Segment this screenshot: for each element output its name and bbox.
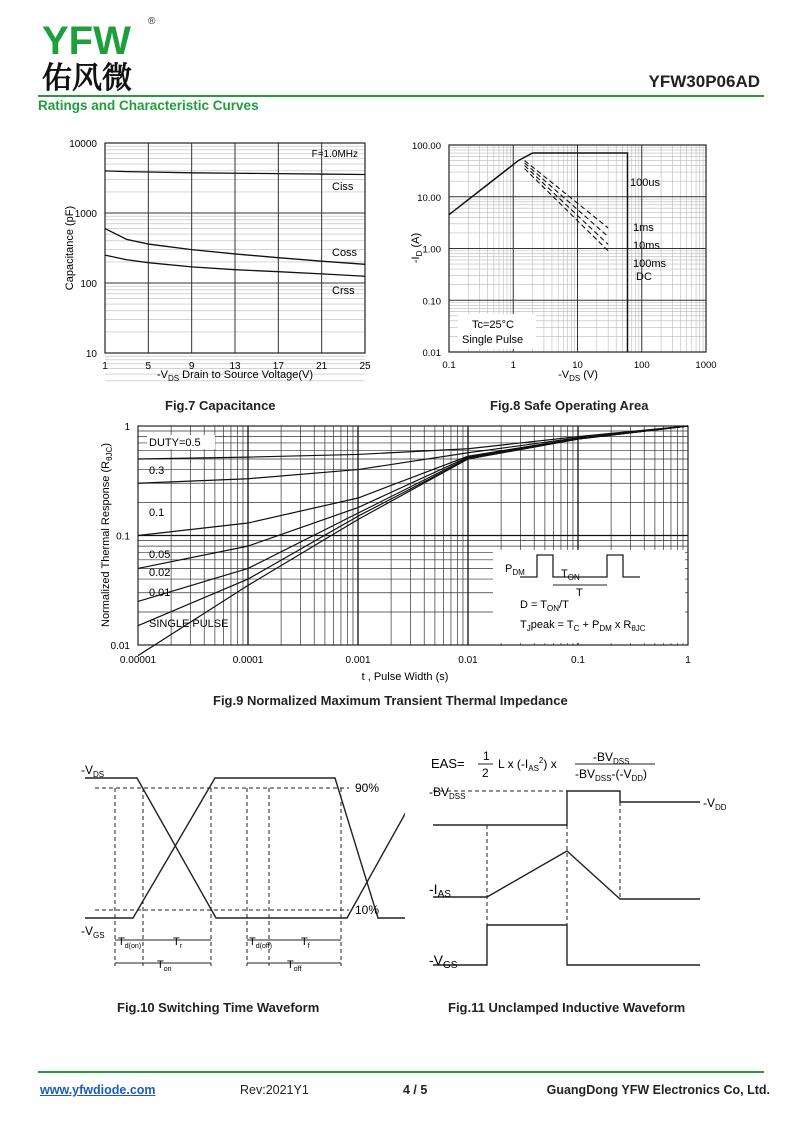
fig10-tdoff-label: $T_{d(off)}$ xyxy=(249,936,272,950)
fig7-grid xyxy=(105,143,365,384)
part-number: YFW30P06AD xyxy=(648,72,760,91)
fig11-eas-label: EAS= xyxy=(431,756,465,771)
fig7-x-tick-label: 5 xyxy=(145,361,152,372)
fig10-reference-lines xyxy=(95,788,349,966)
fig9-x-tick-label: 0.001 xyxy=(345,655,371,666)
fig11-ratio-numerator: $-BV_{DSS}$ xyxy=(593,750,630,766)
fig10-waveforms xyxy=(85,778,405,918)
fig8-x-tick-label: 10 xyxy=(572,360,583,371)
fig11-ratio-denominator: $-BV_{DSS}-(-V_{DD})$ xyxy=(575,767,648,783)
fig11-vds-trace xyxy=(433,791,700,825)
fig9-y-tick-label: 0.01 xyxy=(110,641,130,652)
fig8-x-tick-label: 0.1 xyxy=(442,360,456,371)
fig9-label-duty-0.05: 0.05 xyxy=(149,549,171,561)
fig9-inset-pdm-label: $P_{DM}$ xyxy=(505,563,525,577)
fig8-note-single-pulse: Single Pulse xyxy=(462,334,524,346)
fig10-tdon-label: $T_{d(on)}$ xyxy=(118,936,142,950)
fig8-y-tick-label: 0.01 xyxy=(422,348,441,359)
logo-brand-text: YFW xyxy=(42,19,131,63)
fig8-label-100ms: 100ms xyxy=(633,258,667,270)
fig9-duty-cycle-inset xyxy=(493,550,685,643)
fig7-capacitance-chart xyxy=(55,132,385,384)
fig7-x-tick-label: 21 xyxy=(316,361,328,372)
fig9-x-tick-label: 0.0001 xyxy=(232,655,264,666)
fig7-y-axis-label: Capacitance (pF) xyxy=(64,205,76,291)
fig11-frac-num: 1 xyxy=(483,749,490,763)
fig7-label-ciss: Ciss xyxy=(332,181,354,193)
fig7-x-tick-label: 1 xyxy=(102,361,108,372)
revision: Rev:2021Y1 xyxy=(240,1083,309,1097)
fig10-90pct-label: 90% xyxy=(355,781,380,795)
section-title: Ratings and Characteristic Curves xyxy=(38,98,259,113)
footer-divider xyxy=(38,1071,764,1073)
fig10-switching-waveform xyxy=(75,750,405,990)
fig7-y-tick-label: 1000 xyxy=(74,209,97,220)
fig10-tr-label: $T_r$ xyxy=(173,936,183,950)
fig8-soa-chart xyxy=(400,132,730,384)
fig9-label-duty-0.5: DUTY=0.5 xyxy=(149,437,201,449)
fig8-x-tick-label: 100 xyxy=(633,360,650,371)
fig9-inset-t-label: T xyxy=(576,587,583,599)
fig11-reference-lines xyxy=(433,791,620,965)
header-divider xyxy=(38,95,764,97)
fig9-x-ticks xyxy=(120,655,691,666)
fig8-x-tick-label: 1000 xyxy=(695,360,717,371)
fig8-label-dc: DC xyxy=(636,271,652,283)
fig8-y-tick-label: 1.00 xyxy=(422,244,441,256)
fig11-eas-formula xyxy=(431,749,655,783)
fig9-inset-tj-formula: $T_Jpeak = T_C + P_{DM}$ x $R_{\theta JC}$ xyxy=(520,619,646,633)
fig8-curve-10ms xyxy=(525,163,609,237)
fig9-x-tick-label: 1 xyxy=(685,655,691,666)
fig11-bvdss-label: $-BV_{DSS}$ xyxy=(429,785,466,801)
fig7-x-axis-label: $-V_{DS}$ Drain to Source Voltage(V) xyxy=(156,369,314,383)
fig7-y-tick-label: 10000 xyxy=(69,139,97,150)
fig11-uis-waveform xyxy=(425,740,765,990)
fig9-x-tick-label: 0.1 xyxy=(571,655,585,666)
fig9-label-duty-0.3: 0.3 xyxy=(149,465,165,477)
fig9-caption: Fig.9 Normalized Maximum Transient Thermal Impedance xyxy=(213,693,568,708)
fig10-vgs-label: $-V_{GS}$ xyxy=(81,924,105,940)
fig8-y-tick-label: 0.10 xyxy=(422,296,441,308)
fig9-label-duty-0.01: 0.01 xyxy=(149,587,171,599)
fig10-caption: Fig.10 Switching Time Waveform xyxy=(117,1000,320,1015)
fig9-inset-duty-formula: $D = T_{ON}/T$ xyxy=(520,599,569,613)
fig7-y-tick-label: 10 xyxy=(85,349,97,360)
fig8-x-axis-label: $-V_{DS}$ (V) xyxy=(558,369,598,383)
fig7-x-tick-label: 9 xyxy=(188,361,195,372)
fig11-formula-mid: L x $(-I_{AS}^2)$ x xyxy=(498,756,557,773)
fig7-frequency-note: F=1.0MHz xyxy=(311,149,358,160)
fig11-ias-label: $-I_{AS}$ xyxy=(429,881,451,900)
fig8-y-tick-label: 10.00 xyxy=(417,192,441,204)
fig11-vgs-label: $-V_{GS}$ xyxy=(429,952,458,971)
fig7-label-crss: Crss xyxy=(332,285,355,297)
fig8-y-tick-label: 100.00 xyxy=(411,141,441,152)
fig11-frac-den: 2 xyxy=(482,766,489,780)
fig10-ton-label: $T_{on}$ xyxy=(157,959,172,973)
fig11-caption: Fig.11 Unclamped Inductive Waveform xyxy=(448,1000,686,1015)
page-number: 4 / 5 xyxy=(403,1083,428,1097)
fig9-inset-ton-label: $T_{ON}$ xyxy=(561,568,580,582)
fig8-label-1ms: 1ms xyxy=(633,222,654,234)
fig9-curve-0.05 xyxy=(138,426,688,568)
fig9-label-single-pulse: SINGLE PULSE xyxy=(149,618,229,630)
fig9-x-tick-label: 0.01 xyxy=(458,655,478,666)
company-name: GuangDong YFW Electronics Co, Ltd. xyxy=(546,1083,770,1097)
fig7-caption: Fig.7 Capacitance xyxy=(165,398,276,413)
fig8-label-100us: 100us xyxy=(630,177,660,189)
fig7-x-tick-label: 17 xyxy=(272,361,284,372)
fig7-x-tick-label: 13 xyxy=(229,361,241,372)
fig9-thermal-chart xyxy=(95,415,705,690)
fig9-y-axis-label: Normalized Thermal Response $(R_{\theta JC})$ xyxy=(100,443,114,627)
fig9-curve-0.1 xyxy=(138,426,688,536)
fig7-y-tick-label: 100 xyxy=(80,279,97,290)
logo-chinese-name: 佑风微 xyxy=(42,62,132,94)
fig8-x-tick-label: 1 xyxy=(510,360,516,371)
fig10-10pct-label: 10% xyxy=(355,903,380,917)
fig9-curve-0.3 xyxy=(138,426,688,483)
fig8-label-10ms: 10ms xyxy=(633,240,660,252)
fig8-caption: Fig.8 Safe Operating Area xyxy=(490,398,649,413)
fig7-x-tick-label: 25 xyxy=(359,361,371,372)
fig11-vdd-label: $-V_{DD}$ xyxy=(703,796,727,812)
fig9-label-duty-0.02: 0.02 xyxy=(149,567,171,579)
fig8-note-temperature: Tc=25°C xyxy=(472,319,515,331)
fig9-x-tick-label: 0.00001 xyxy=(119,655,157,666)
fig9-y-tick-label: 0.1 xyxy=(116,531,130,543)
fig10-toff-label: $T_{off}$ xyxy=(287,959,302,973)
fig7-label-coss: Coss xyxy=(332,247,358,259)
logo-registered-mark: ® xyxy=(148,16,156,27)
fig10-vds-label: $-V_{DS}$ xyxy=(81,763,105,779)
fig8-curve-1ms xyxy=(525,161,609,228)
fig9-label-duty-0.1: 0.1 xyxy=(149,507,165,519)
website-link[interactable]: www.yfwdiode.com xyxy=(40,1083,156,1097)
fig8-y-axis-label: $-I_D$ (A) xyxy=(410,232,424,264)
fig10-tf-label: $T_f$ xyxy=(301,936,310,950)
fig10-vds-trace xyxy=(85,778,405,918)
company-logo xyxy=(40,14,165,94)
fig9-y-tick-label: 1 xyxy=(124,422,130,433)
fig9-x-axis-label: t , Pulse Width (s) xyxy=(361,671,449,683)
